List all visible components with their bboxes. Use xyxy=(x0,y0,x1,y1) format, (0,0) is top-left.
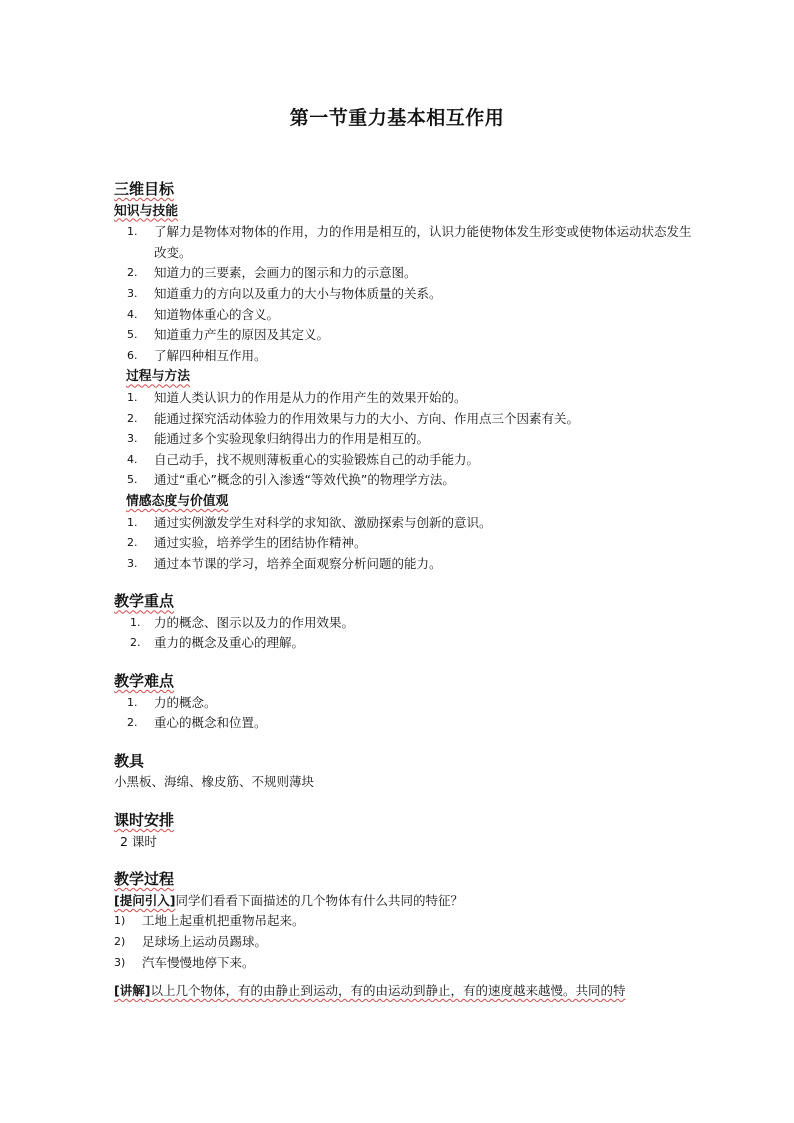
schedule-text: 2 课时 xyxy=(120,833,157,849)
knowledge-list xyxy=(114,222,694,366)
list-item xyxy=(114,450,694,471)
list-number: 2) xyxy=(114,935,126,948)
list-number: 1. xyxy=(130,615,141,629)
list-item xyxy=(114,263,694,284)
list-item xyxy=(114,513,694,534)
explain-paragraph xyxy=(114,981,694,1002)
schedule-heading: 课时安排 xyxy=(114,811,175,830)
list-number: 1. xyxy=(127,390,138,404)
tools-section xyxy=(114,750,694,793)
list-text: 知道人类认识力的作用是从力的作用产生的效果开始的。 xyxy=(154,389,467,405)
list-item xyxy=(114,713,694,734)
list-number: 4. xyxy=(127,307,138,321)
list-number: 1. xyxy=(127,695,138,709)
list-text: 力的概念。 xyxy=(154,694,217,710)
process-method-list xyxy=(114,388,694,491)
list-number: 5. xyxy=(127,473,138,487)
list-item xyxy=(114,911,694,932)
list-text: 重力的概念及重心的理解。 xyxy=(154,635,305,651)
list-number: 5. xyxy=(127,328,138,342)
intro-text: 同学们看看下面描述的几个物体有什么共同的特征？ xyxy=(175,892,463,908)
list-text: 知道物体重心的含义。 xyxy=(154,306,280,322)
list-item xyxy=(114,953,694,974)
list-item xyxy=(114,305,694,326)
document-title: 第一节重力基本相互作用 xyxy=(289,107,505,129)
intro-paragraph xyxy=(114,891,694,912)
list-number: 2. xyxy=(127,266,138,280)
list-item xyxy=(114,633,694,654)
list-number: 2. xyxy=(127,411,138,425)
list-number: 4. xyxy=(127,452,138,466)
list-text: 足球场上运动员踢球。 xyxy=(142,934,268,949)
list-number: 2. xyxy=(127,536,138,550)
list-item xyxy=(114,429,694,450)
list-text: 力的概念、图示以及力的作用效果。 xyxy=(154,614,355,630)
list-number: 3) xyxy=(114,955,126,969)
list-number: 1) xyxy=(114,914,126,928)
process-method-heading: 过程与方法 xyxy=(126,369,190,385)
list-text: 了解四种相互作用。 xyxy=(154,347,267,363)
difficulties-list xyxy=(114,693,694,734)
key-points-heading: 教学重点 xyxy=(114,592,175,611)
list-item xyxy=(114,554,694,575)
list-number: 3. xyxy=(127,432,138,446)
list-text: 知道重力的方向以及重力的大小与物体质量的关系。 xyxy=(154,285,442,301)
schedule-section xyxy=(114,809,694,852)
list-text: 汽车慢慢地停下来。 xyxy=(142,954,255,970)
document-body xyxy=(114,178,694,1002)
list-item xyxy=(114,388,694,409)
list-text: 工地上起重机把重物吊起来。 xyxy=(142,913,305,929)
list-number: 3. xyxy=(127,286,138,300)
list-number: 3. xyxy=(127,556,138,570)
list-number: 2. xyxy=(130,636,141,650)
list-number: 1. xyxy=(127,515,138,529)
example-list xyxy=(114,911,694,973)
list-text: 能通过多个实验现象归纳得出力的作用是相互的。 xyxy=(154,431,430,447)
list-text: 通过“重心”概念的引入渗透“等效代换”的物理学方法。 xyxy=(154,472,455,488)
explain-lead: [讲解] xyxy=(114,983,151,999)
list-number: 6. xyxy=(127,348,138,362)
list-item xyxy=(114,284,694,305)
list-number: 2. xyxy=(127,716,138,730)
list-item xyxy=(114,409,694,430)
objectives-heading: 三维目标 xyxy=(114,180,175,198)
objectives-section xyxy=(114,178,694,574)
list-item xyxy=(114,693,694,714)
attitude-list xyxy=(114,513,694,575)
list-number: 1. xyxy=(127,225,138,239)
list-text: 通过实例激发学生对科学的求知欲、激励探索与创新的意识。 xyxy=(154,514,492,530)
knowledge-heading: 知识与技能 xyxy=(114,203,178,219)
teaching-process-section xyxy=(114,868,694,1002)
list-text: 知道重力产生的原因及其定义。 xyxy=(154,327,330,343)
key-points-list xyxy=(114,613,694,654)
list-text: 自己动手，找不规则薄板重心的实验锻炼自己的动手能力。 xyxy=(154,451,480,467)
list-text: 通过本节课的学习，培养全面观察分析问题的能力。 xyxy=(154,555,442,571)
list-item xyxy=(114,533,694,554)
intro-lead: [提问引入] xyxy=(114,892,176,908)
list-text: 通过实验，培养学生的团结协作精神。 xyxy=(154,535,367,551)
tools-text: 小黑板、海绵、橡皮筋、不规则薄块 xyxy=(114,774,315,790)
tools-heading: 教具 xyxy=(114,751,145,770)
difficulties-section xyxy=(114,670,694,734)
teaching-process-heading: 教学过程 xyxy=(114,870,175,889)
list-item xyxy=(114,932,694,953)
list-item xyxy=(114,470,694,491)
difficulties-heading: 教学难点 xyxy=(114,672,175,691)
key-points-section xyxy=(114,590,694,654)
list-text: 了解力是物体对物体的作用，力的作用是相互的，认识力能使物体发生形变或使物体运动状态发生改变。 xyxy=(154,224,692,260)
list-text: 知道力的三要素，会画力的图示和力的示意图。 xyxy=(154,265,417,281)
list-item xyxy=(114,613,694,634)
list-text: 重心的概念和位置。 xyxy=(154,715,267,731)
list-item xyxy=(114,325,694,346)
explain-text: 以上几个物体，有的由静止到运动，有的由运动到静止，有的速度越来越慢。共同的特 xyxy=(150,983,626,999)
list-text: 能通过探究活动体验力的作用效果与力的大小、方向、作用点三个因素有关。 xyxy=(154,410,580,426)
list-item xyxy=(114,222,694,263)
attitude-heading: 情感态度与价值观 xyxy=(126,493,229,509)
list-item xyxy=(114,346,694,367)
